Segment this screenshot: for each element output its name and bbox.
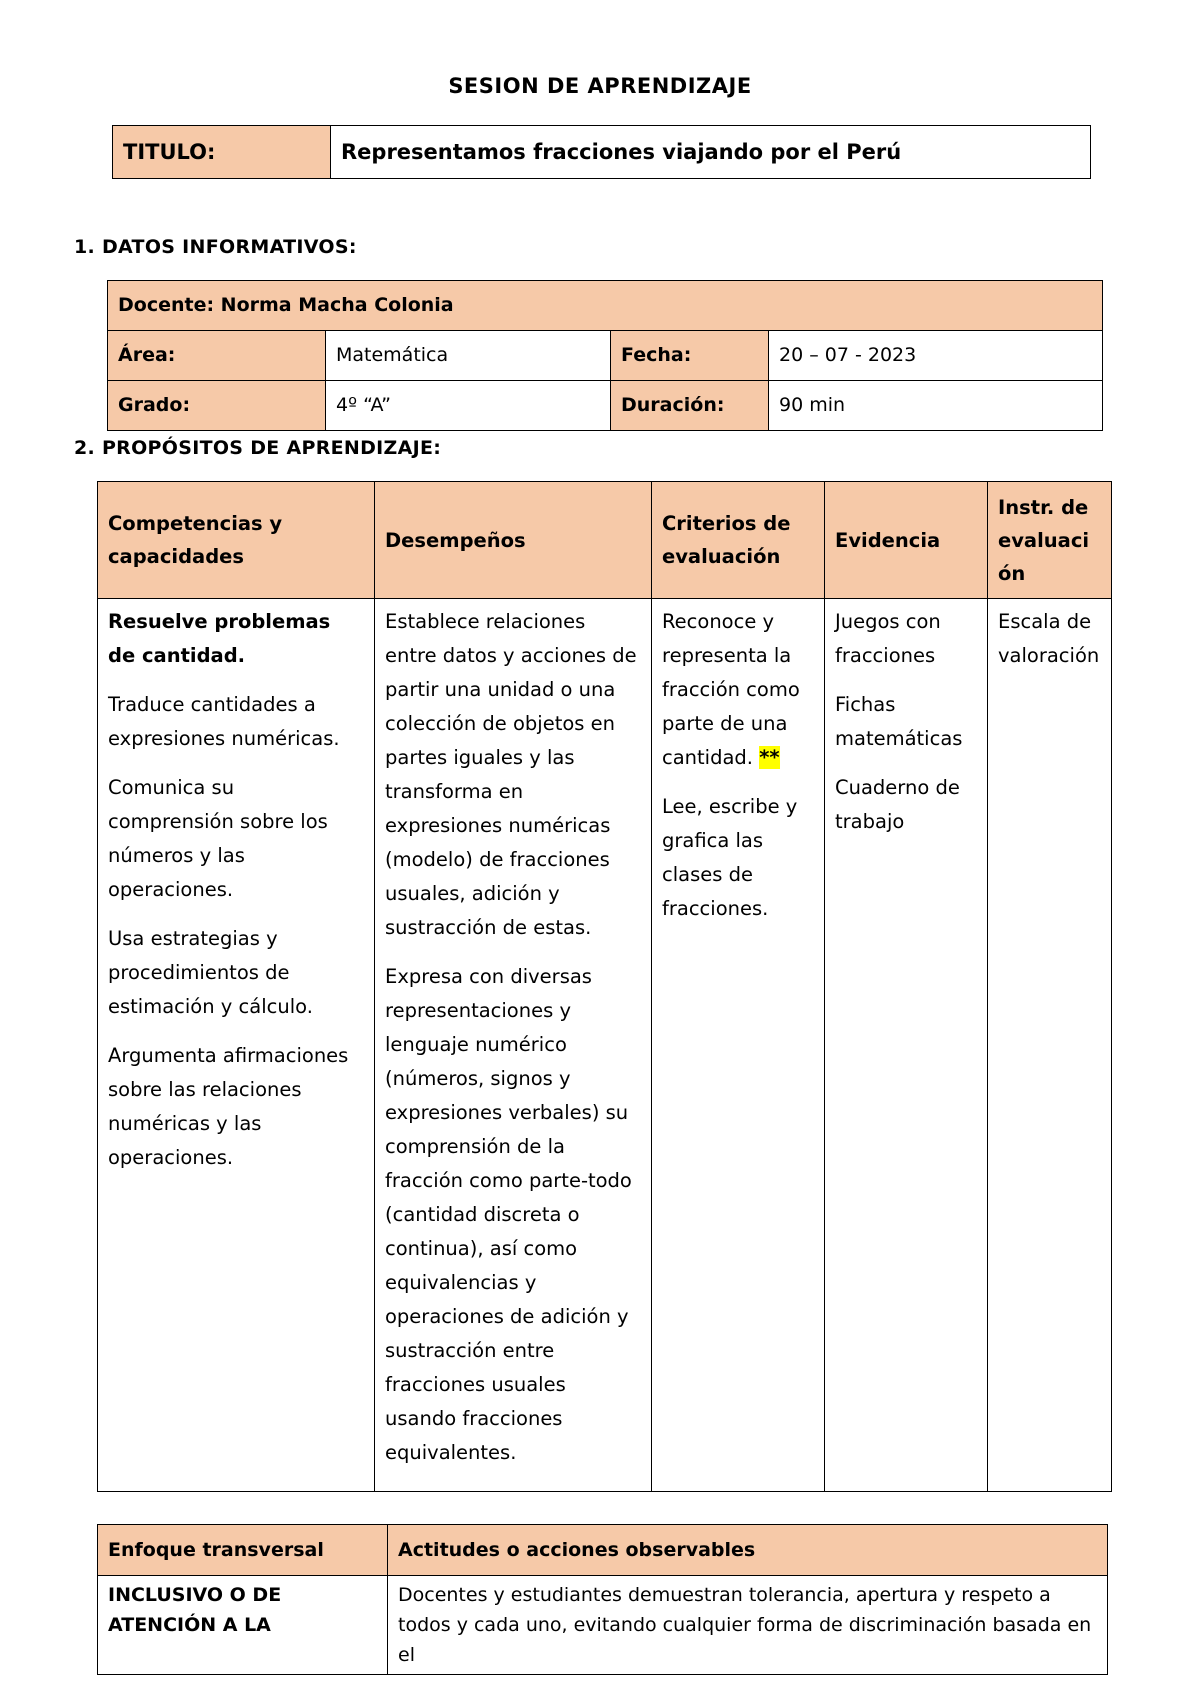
titulo-value: Representamos fracciones viajando por el Perú [331,126,1091,179]
evidencias-cell [825,599,988,1492]
duracion-value: 90 min [769,381,1103,431]
enfoque-table [97,1524,1108,1675]
capacidad-item: Comunica su comprensión sobre los números y las operaciones. [108,776,328,901]
header-instrumento: Instr. de evaluación [988,482,1112,599]
area-label: Área: [108,331,326,381]
evidencia-item: Fichas matemáticas [835,693,963,750]
propositos-table [97,481,1112,1492]
criterio-text: Reconoce y representa la fracción como parte de una cantidad. [662,610,800,769]
header-enfoque: Enfoque transversal [98,1525,388,1576]
evidencia-item: Juegos con fracciones [835,610,941,667]
datos-table [107,280,1103,431]
criterio-text: Lee, escribe y grafica las clases de fracciones. [662,795,798,920]
grado-label: Grado: [108,381,326,431]
evidencia-item: Cuaderno de trabajo [835,776,960,833]
desempeno-item: Establece relaciones entre datos y acciones de partir una unidad o una colección de objetos en partes iguales y las transforma en expresiones numéricas (modelo) de fracciones usuales, adición y sustracción de estas. [385,610,637,939]
instrumento-cell [988,599,1112,1492]
enfoque-value: INCLUSIVO O DE ATENCIÓN A LA [98,1576,388,1675]
capacidad-item: Usa estrategias y procedimientos de estimación y cálculo. [108,927,313,1018]
highlight-mark: ** [759,746,780,769]
header-evidencia: Evidencia [825,482,988,599]
header-criterios: Criterios de evaluación [652,482,825,599]
actitudes-value: Docentes y estudiantes demuestran tolerancia, apertura y respeto a todos y cada uno, evitando cualquier forma de discriminación basada en el [388,1576,1108,1675]
capacidad-item: Argumenta afirmaciones sobre las relaciones numéricas y las operaciones. [108,1044,349,1169]
area-value: Matemática [326,331,611,381]
competencia-title: Resuelve problemas de cantidad. [108,610,331,667]
competencias-cell [98,599,375,1492]
propositos-heading: 2. PROPÓSITOS DE APRENDIZAJE: [74,437,442,459]
capacidad-item: Traduce cantidades a expresiones numéricas. [108,693,340,750]
grado-value: 4º “A” [326,381,611,431]
criterio-item [662,790,814,926]
desempenos-cell [375,599,652,1492]
desempeno-item: Expresa con diversas representaciones y lenguaje numérico (números, signos y expresiones verbales) su comprensión de la fracción como parte-todo (cantidad discreta o continua), así como equivalencias y operaciones de adición y sustracción entre fracciones usuales usando fracciones equivalentes. [385,965,632,1464]
header-competencias: Competencias y capacidades [98,482,375,599]
titulo-label: TITULO: [113,126,331,179]
header-desempenos: Desempeños [375,482,652,599]
docente-cell: Docente: Norma Macha Colonia [108,281,1103,331]
duracion-label: Duración: [611,381,769,431]
criterios-cell [652,599,825,1492]
datos-heading: 1. DATOS INFORMATIVOS: [74,236,357,258]
fecha-label: Fecha: [611,331,769,381]
criterio-item [662,605,814,775]
instrumento-value: Escala de valoración [998,610,1100,667]
header-actitudes: Actitudes o acciones observables [388,1525,1108,1576]
fecha-value: 20 – 07 - 2023 [769,331,1103,381]
document-title: SESION DE APRENDIZAJE [448,74,752,98]
titulo-table [112,125,1091,179]
